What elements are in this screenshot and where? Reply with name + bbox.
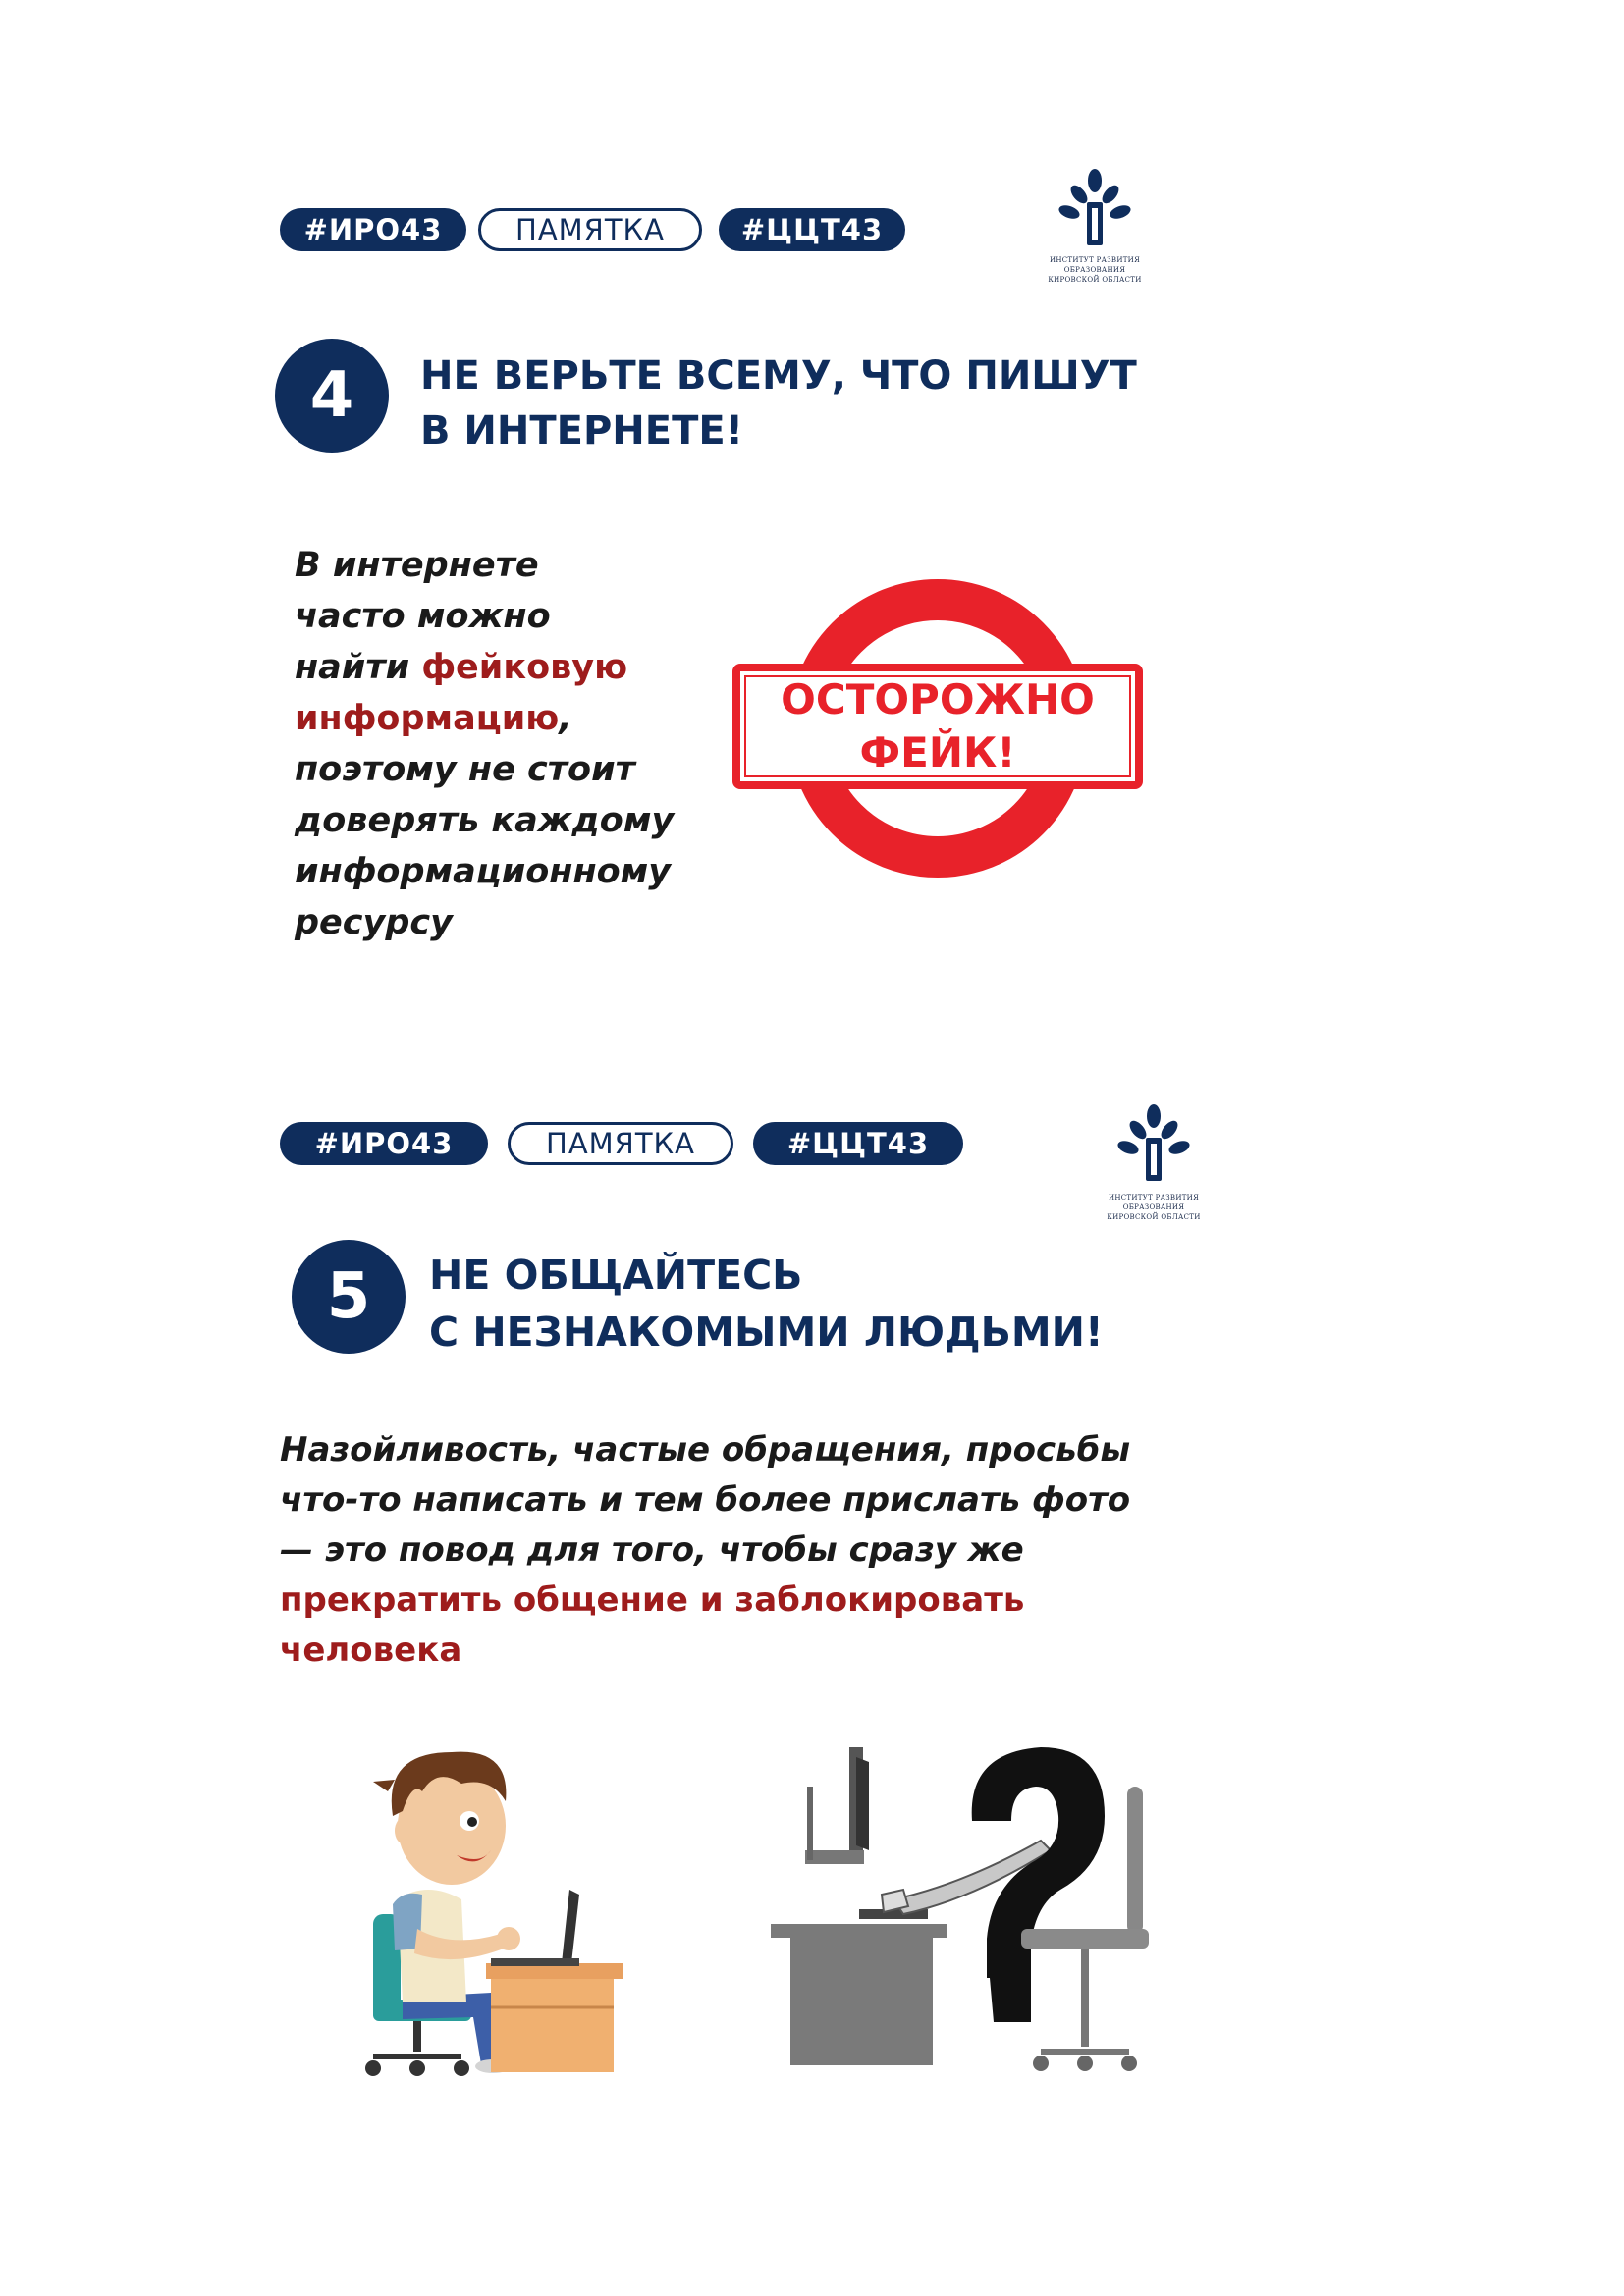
step-number-5: 5 <box>292 1240 406 1354</box>
section-5-heading <box>429 1247 1104 1361</box>
tag-pamyatka: ПАМЯТКА <box>508 1122 733 1165</box>
logo-caption-line: ОБРАЗОВАНИЯ <box>1122 1203 1185 1211</box>
highlight-block-text: прекратить общение и заблокировать <box>280 1580 1025 1620</box>
body-line: В интернете <box>295 546 539 585</box>
stamp-text <box>731 673 1144 779</box>
heading-line: НЕ ОБЩАЙТЕСЬ <box>429 1252 803 1299</box>
highlight-block-text: человека <box>280 1630 462 1670</box>
body-line: поэтому не стоит <box>295 750 635 789</box>
step-number-4: 4 <box>275 339 389 453</box>
boy-at-laptop-illustration <box>344 1723 638 2086</box>
tag-pamyatka: ПАМЯТКА <box>478 208 702 251</box>
tag-iro43: #ИРО43 <box>280 1122 488 1165</box>
body-text-fragment: найти <box>295 648 422 687</box>
body-line: ресурсу <box>295 903 453 942</box>
heading-line: С НЕЗНАКОМЫМИ ЛЮДЬМИ! <box>429 1308 1104 1356</box>
tag-tsct43: #ЦЦТ43 <box>753 1122 963 1165</box>
logo-caption-line: ИНСТИТУТ РАЗВИТИЯ <box>1049 256 1141 264</box>
institute-logo-icon <box>1056 169 1134 251</box>
body-line <box>295 693 674 744</box>
logo-caption-line: КИРОВСКОЙ ОБЛАСТИ <box>1048 276 1142 284</box>
tag-iro43: #ИРО43 <box>280 208 466 251</box>
tag-tsct43: #ЦЦТ43 <box>719 208 905 251</box>
section-4-body <box>295 540 674 948</box>
body-line <box>295 642 674 693</box>
heading-line: В ИНТЕРНЕТЕ! <box>420 408 743 454</box>
logo-caption-line: ИНСТИТУТ РАЗВИТИЯ <box>1108 1194 1200 1201</box>
institute-logo-caption <box>1026 255 1164 285</box>
highlight-info-text: информацию <box>295 699 560 738</box>
body-line: — это повод для того, чтобы сразу же <box>280 1530 1024 1570</box>
fake-warning-stamp <box>731 569 1144 888</box>
section-4-heading <box>420 348 1137 458</box>
body-line: информационному <box>295 852 672 891</box>
highlight-fake-text: фейковую <box>421 648 628 687</box>
institute-logo-caption <box>1085 1193 1222 1222</box>
body-line: Назойливость, частые обращения, просьбы <box>280 1430 1131 1469</box>
stamp-line: ОСТОРОЖНО <box>781 675 1095 723</box>
stamp-line: ФЕЙК! <box>859 728 1016 776</box>
logo-caption-line: КИРОВСКОЙ ОБЛАСТИ <box>1107 1213 1201 1221</box>
logo-caption-line: ОБРАЗОВАНИЯ <box>1063 266 1126 274</box>
heading-line: НЕ ВЕРЬТЕ ВСЕМУ, ЧТО ПИШУТ <box>420 353 1137 399</box>
body-line: доверять каждому <box>295 801 675 840</box>
section-5-body <box>280 1425 1130 1676</box>
body-line: часто можно <box>295 597 551 636</box>
body-text-fragment: , <box>559 699 572 738</box>
stranger-question-mark-illustration <box>766 1728 1168 2101</box>
institute-logo-icon <box>1114 1104 1193 1187</box>
body-line: что-то написать и тем более прислать фото <box>280 1480 1131 1520</box>
